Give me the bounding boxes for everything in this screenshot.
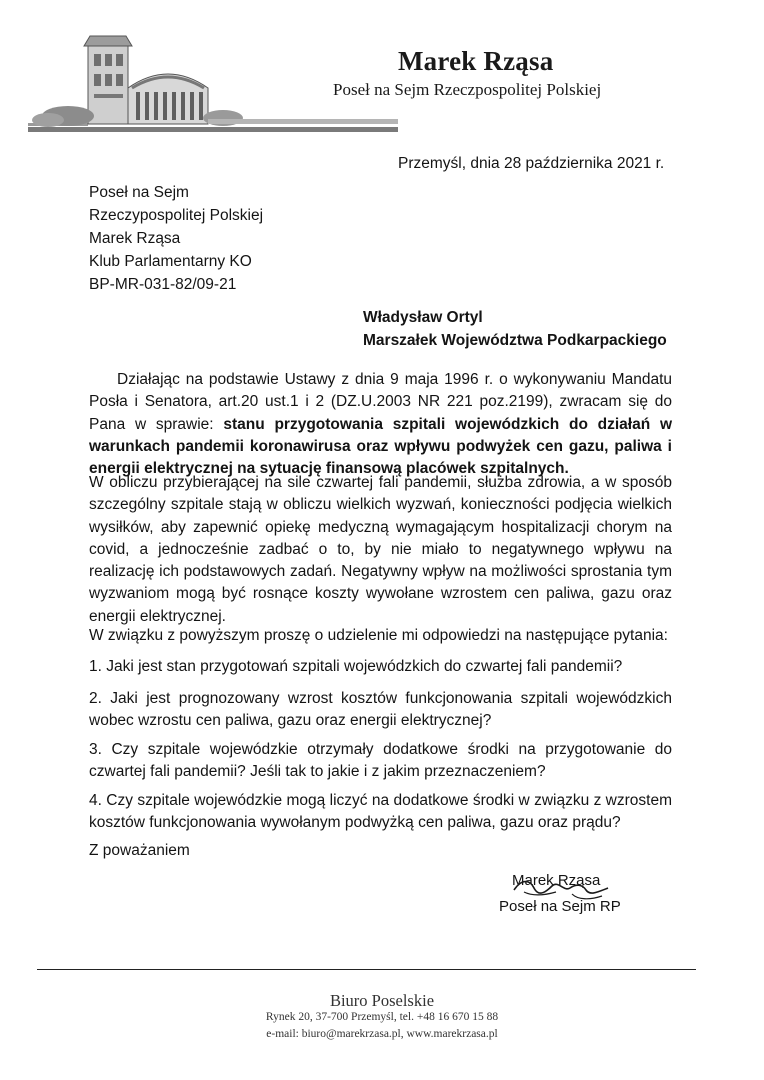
recipient-name: Władysław Ortyl xyxy=(363,309,483,326)
subject-text: stanu przygotowania szpitali wojewódzkich do działań w warunkach pandemii koronawirusa oraz wpływu podwyżek cen gazu, paliwa i energii elektrycznej na sytuację finansową placówek szpitalnych. xyxy=(89,415,673,478)
context-paragraph: W obliczu przybierającej na sile czwartej fali pandemii, służba zdrowia, a w sposób szczególny szpitale stają w obliczu wielkich wyzwań, konieczności podjęcia wielkich wysiłków, aby zapewnić opiekę medyczną wymagającym hospitalizacji chorym na covid, a jednocześnie zadbać o to, by nie miało to negatywnego wpływu na realizację ich podstawowych zadań. Negatywny wpływ na możliwości sprostania tym wyzwaniom mogą być rosnące koszty wywołane wzrostem cen paliwa, gazu oraz energii elektrycznej. xyxy=(89,474,672,625)
intro-paragraph xyxy=(89,369,672,480)
question-3: 3. Czy szpitale wojewódzkie otrzymały dodatkowe środki na przygotowanie do czwartej fali pandemii? Jeśli tak to jakie i z jakim przeznaczeniem? xyxy=(89,741,672,781)
footer-office-title: Biuro Poselskie xyxy=(329,991,435,1010)
intro-text: Działając na podstawie Ustawy z dnia 9 maja 1996 r. o wykonywaniu Mandatu Posła i Senatora, art.20 ust.1 i 2 (DZ.U.2003 NR 221 poz.2199), zwracam się do Pana w sprawie: xyxy=(89,371,672,433)
sender-line: Poseł na Sejm xyxy=(89,184,189,201)
signature-name: Marek Rząsa xyxy=(512,872,601,889)
recipient-position: Marszałek Województwa Podkarpackiego xyxy=(363,332,667,349)
letterhead-title: Poseł na Sejm Rzeczpospolitej Polskiej xyxy=(333,80,602,99)
footer-contact: e-mail: biuro@marekrzasa.pl, www.marekrzasa.pl xyxy=(266,1028,498,1040)
date-line: Przemyśl, dnia 28 października 2021 r. xyxy=(398,155,665,172)
sender-block xyxy=(89,181,263,296)
signature-title: Poseł na Sejm RP xyxy=(499,898,621,915)
question-2: 2. Jaki jest prognozowany wzrost kosztów funkcjonowania szpitali wojewódzkich wobec wzrostu cen paliwa, gazu oraz energii elektrycznej? xyxy=(89,690,672,730)
sender-line: Rzeczypospolitej Polskiej xyxy=(89,207,264,224)
footer-address: Rynek 20, 37-700 Przemyśl, tel. +48 16 670 15 88 xyxy=(265,1011,499,1023)
question-4: 4. Czy szpitale wojewódzkie mogą liczyć na dodatkowe środki w związku z wzrostem kosztów funkcjonowania wywołanym podwyżką cen paliwa, gazu oraz prądu? xyxy=(89,792,672,832)
sender-line: Klub Parlamentarny KO xyxy=(89,253,252,270)
letterhead-name: Marek Rząsa xyxy=(398,46,554,76)
reference-number: BP-MR-031-82/09-21 xyxy=(89,276,237,293)
question-1: 1. Jaki jest stan przygotowań szpitali wojewódzkich do czwartej fali pandemii? xyxy=(89,658,623,675)
sender-line: Marek Rząsa xyxy=(89,230,181,247)
request-paragraph: W związku z powyższym proszę o udzielenie mi odpowiedzi na następujące pytania: xyxy=(89,627,668,644)
closing-salutation: Z poważaniem xyxy=(89,842,190,859)
footer-divider xyxy=(37,969,696,970)
recipient-block xyxy=(363,306,667,352)
